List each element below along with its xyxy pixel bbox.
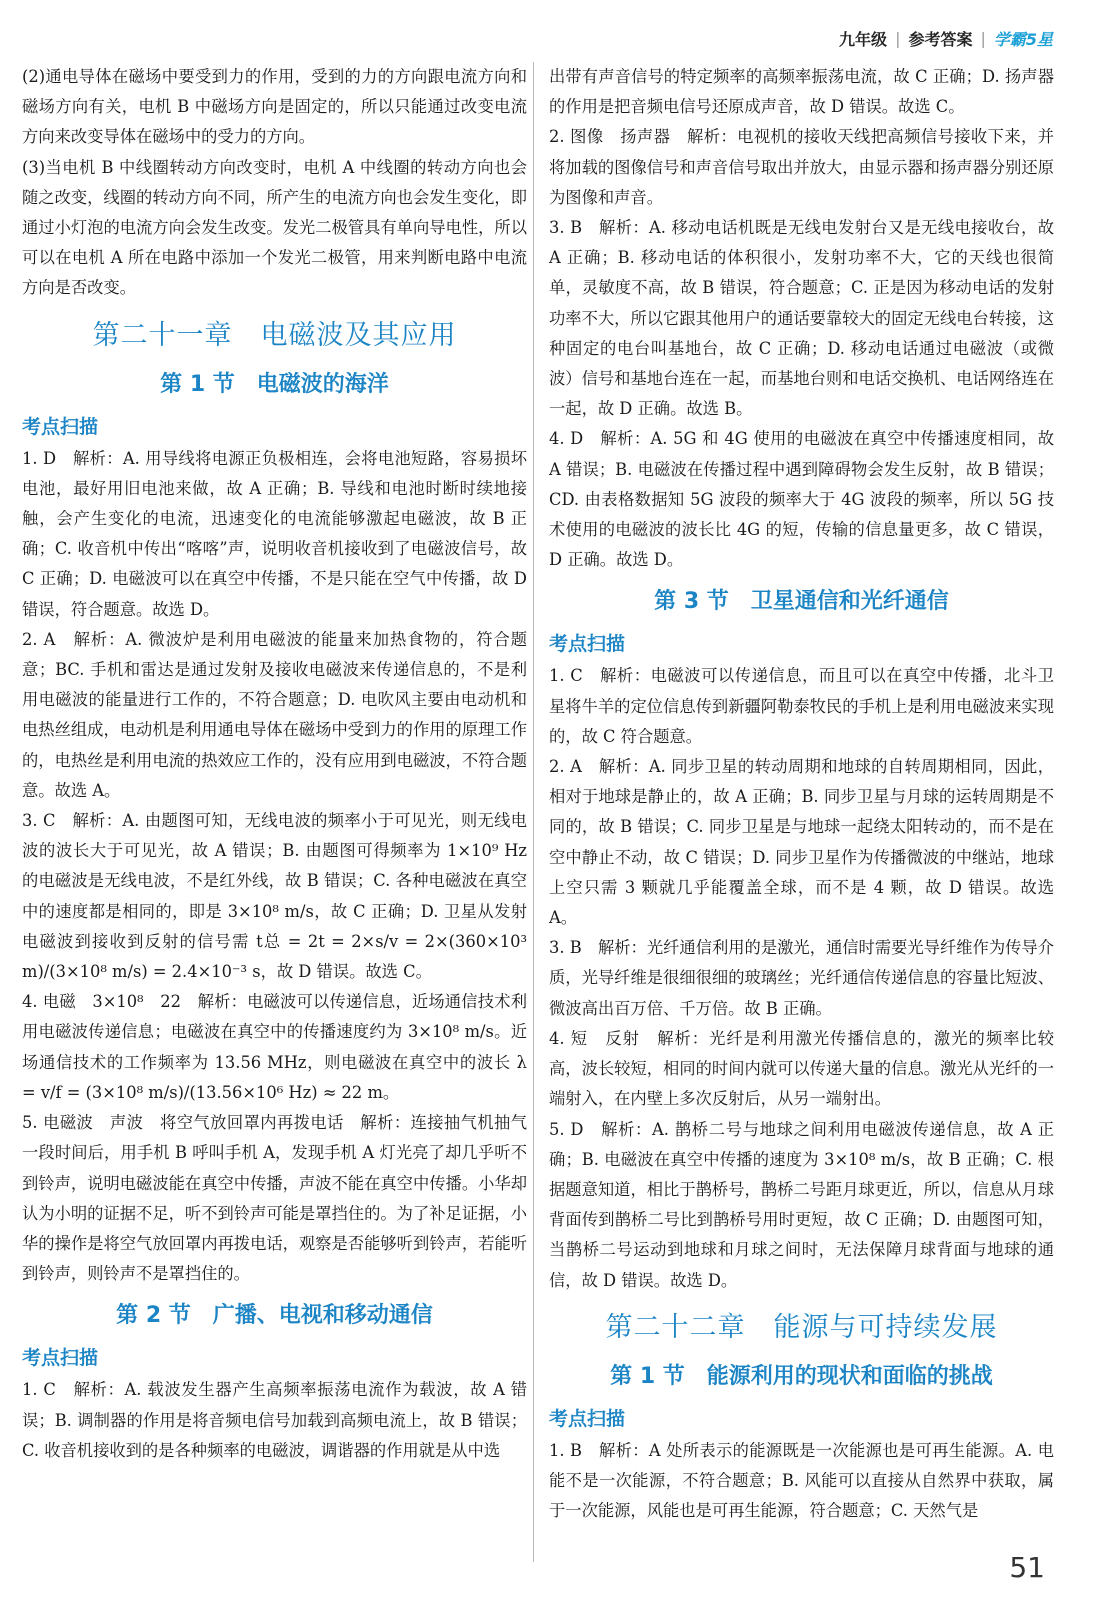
answer-paragraph: 1. B 解析：A 处所表示的能源既是一次能源也是可再生能源。A. 电能不是一次能源，不符合题意；B. 风能可以直接从自然界中获取，属于一次能源，风能也是可再生能源，符合题意；C. 天然气是 xyxy=(549,1440,1054,1521)
answer-paragraph: 2. A 解析：A. 微波炉是利用电磁波的能量来加热食物的，符合题意；BC. 手机和雷达是通过发射及接收电磁波来传递信息的，不是利用电磁波的能量进行工作的，不符合题意；D. 电吹风主要由电动机和电热丝组成，电动机是利用通电导体在磁场中受到力的作用的原理工作的，电热丝是利用电流的热效应工作的，没有应用到电磁波，不符合题意。故选 A。 xyxy=(22,629,527,800)
answer-paragraph: 3. B 解析：A. 移动电话机既是无线电发射台又是无线电接收台，故 A 正确；B. 移动电话的体积很小，发射功率不大，它的天线也很简单，灵敏度不高，故 B 错误，符合题意；C. 正是因为移动电话的发射功率不大，所以它跟其他用户的通话要靠较大的固定无线电台转接，这种固定的电台叫基地台，故 C 正确；D. 移动电话通过电磁波（或微波）信号和基地台连在一起，而基地台则和电话交换机、电话网络连在一起，故 D 正确。故选 B。 xyxy=(549,218,1054,419)
chapter-title: 第二十一章 电磁波及其应用 xyxy=(92,319,457,351)
brand-logo: 学霸5星 xyxy=(993,29,1053,49)
page-number: 51 xyxy=(1009,1551,1045,1584)
answer-paragraph: (3)当电机 B 中线圈转动方向改变时，电机 A 中线圈的转动方向也会随之改变，线圈的转动方向不同，所产生的电流方向也会发生变化，即通过小灯泡的电流方向会发生改变。发光二极管具有单向导电性，所以可以在电机 A 所在电路中添加一个发光二极管，用来判断电路中电流方向是否改变。 xyxy=(22,157,527,298)
header-separator: | xyxy=(980,28,986,48)
section-title: 第 1 节 电磁波的海洋 xyxy=(160,371,389,397)
answer-paragraph: 2. 图像 扬声器 解析：电视机的接收天线把高频信号接收下来，并将加载的图像信号和声音信号取出并放大，由显示器和扬声器分别还原为图像和声音。 xyxy=(549,127,1054,207)
answer-paragraph: 4. 电磁 3×10⁸ 22 解析：电磁波可以传递信息，近场通信技术利用电磁波传递信息；电磁波在真空中的传播速度约为 3×10⁸ m/s。近场通信技术的工作频率为 13.56 MHz，则电磁波在真空中的波长 λ = v/f = (3×10⁸ m/s)/(13.56×10⁶ Hz) ≈ 22 m。 xyxy=(22,992,527,1102)
section-title: 第 3 节 卫星通信和光纤通信 xyxy=(654,589,949,615)
answer-paragraph: 5. 电磁波 声波 将空气放回罩内再拨电话 解析：连接抽气机抽气一段时间后，用手机 B 呼叫手机 A，发现手机 A 灯光亮了却几乎听不到铃声，说明电磁波能在真空中传播，声波不能在真空中传播。小华却认为小明的证据不足，听不到铃声可能是罩挡住的。为了补足证据，小华的操作是将空气放回罩内再拨电话，观察是否能够听到铃声，若能听到铃声，则铃声不是罩挡住的。 xyxy=(22,1113,527,1284)
answer-paragraph: 2. A 解析：A. 同步卫星的转动周期和地球的自转周期相同，因此，相对于地球是静止的，故 A 正确；B. 同步卫星与月球的运转周期是不同的，故 B 错误；C. 同步卫星是与地球一起绕太阳转动的，而不是在空中静止不动，故 C 错误；D. 同步卫星作为传播微波的中继站，地球上空只需 3 颗就几乎能覆盖全球，而不是 4 颗，故 D 错误。故选 A。 xyxy=(549,757,1054,928)
answer-paragraph: (2)通电导体在磁场中要受到力的作用，受到的力的方向跟电流方向和磁场方向有关，电机 B 中磁场方向是固定的，所以只能通过改变电流方向来改变导体在磁场中的受力的方向。 xyxy=(22,67,527,147)
column-divider xyxy=(533,62,534,1562)
left-column xyxy=(22,62,527,1466)
subsection-heading: 考点扫描 xyxy=(549,1407,626,1430)
right-column xyxy=(549,62,1054,1526)
page-header xyxy=(839,26,1053,50)
subsection-heading: 考点扫描 xyxy=(22,1347,99,1370)
section-title: 第 1 节 能源利用的现状和面临的挑战 xyxy=(610,1363,993,1389)
header-section: 参考答案 xyxy=(908,29,973,49)
answer-paragraph: 3. C 解析：A. 由题图可知，无线电波的频率小于可见光，则无线电波的波长大于可见光，故 A 错误；B. 由题图可得频率为 1×10⁹ Hz 的电磁波是无线电波，不是红外线，故 B 错误；C. 各种电磁波在真空中的速度都是相同的，即是 3×10⁸ m/s，故 C 正确；D. 卫星从发射电磁波到接收到反射的信号需 t总 = 2t = 2×s/v = 2×(360×10³ m)/(3×10⁸ m/s) = 2.4×10⁻³ s，故 D 错误。故选 C。 xyxy=(22,811,527,982)
header-separator: | xyxy=(895,28,901,48)
answer-paragraph: 5. D 解析：A. 鹊桥二号与地球之间利用电磁波传递信息，故 A 正确；B. 电磁波在真空中传播的速度为 3×10⁸ m/s，故 B 正确；C. 根据题意知道，相比于鹊桥号，鹊桥二号距月球更近，所以，信息从月球背面传到鹊桥二号比到鹊桥号用时更短，故 C 正确；D. 由题图可知，当鹊桥二号运动到地球和月球之间时，无法保障月球背面与地球的通信，故 D 错误。故选 D。 xyxy=(549,1119,1054,1290)
answer-paragraph: 1. D 解析：A. 用导线将电源正负极相连，会将电池短路，容易损坏电池，最好用旧电池来做，故 A 正确；B. 导线和电池时断时续地接触，会产生变化的电流，迅速变化的电流能够激起电磁波，故 B 正确；C. 收音机中传出“喀喀”声，说明收音机接收到了电磁波信号，故 C 正确；D. 电磁波可以在真空中传播，不是只能在空气中传播，故 D 错误，符合题意。故选 D。 xyxy=(22,448,527,619)
answer-paragraph: 4. 短 反射 解析：光纤是利用激光传播信息的，激光的频率比较高，波长较短，相同的时间内就可以传递大量的信息。激光从光纤的一端射入，在内壁上多次反射后，从另一端射出。 xyxy=(549,1028,1054,1109)
answer-paragraph: 3. B 解析：光纤通信利用的是激光，通信时需要光导纤维作为传导介质，光导纤维是很细很细的玻璃丝；光纤通信传递信息的容量比短波、微波高出百万倍、千万倍。故 B 正确。 xyxy=(549,938,1054,1018)
header-grade: 九年级 xyxy=(839,29,888,49)
answer-paragraph: 1. C 解析：A. 载波发生器产生高频率振荡电流作为载波，故 A 错误；B. 调制器的作用是将音频电信号加载到高频电流上，故 B 错误；C. 收音机接收到的是各种频率的电磁波，调谐器的作用就是从中选 xyxy=(22,1380,527,1460)
section-title: 第 2 节 广播、电视和移动通信 xyxy=(116,1303,433,1329)
subsection-heading: 考点扫描 xyxy=(549,633,626,656)
subsection-heading: 考点扫描 xyxy=(22,415,99,438)
answer-paragraph: 1. C 解析：电磁波可以传递信息，而且可以在真空中传播，北斗卫星将牛羊的定位信息传到新疆阿勒泰牧民的手机上是利用电磁波来实现的，故 C 符合题意。 xyxy=(549,666,1054,746)
chapter-title: 第二十二章 能源与可持续发展 xyxy=(605,1311,998,1343)
answer-paragraph: 出带有声音信号的特定频率的高频率振荡电流，故 C 正确；D. 扬声器的作用是把音频电信号还原成声音，故 D 错误。故选 C。 xyxy=(549,67,1054,117)
answer-paragraph: 4. D 解析：A. 5G 和 4G 使用的电磁波在真空中传播速度相同，故 A 错误；B. 电磁波在传播过程中遇到障碍物会发生反射，故 B 错误；CD. 由表格数据知 5G 波段的频率大于 4G 波段的频率，所以 5G 技术使用的电磁波的波长比 4G 的短，传输的信息量更多，故 C 错误，D 正确。故选 D。 xyxy=(549,429,1054,570)
